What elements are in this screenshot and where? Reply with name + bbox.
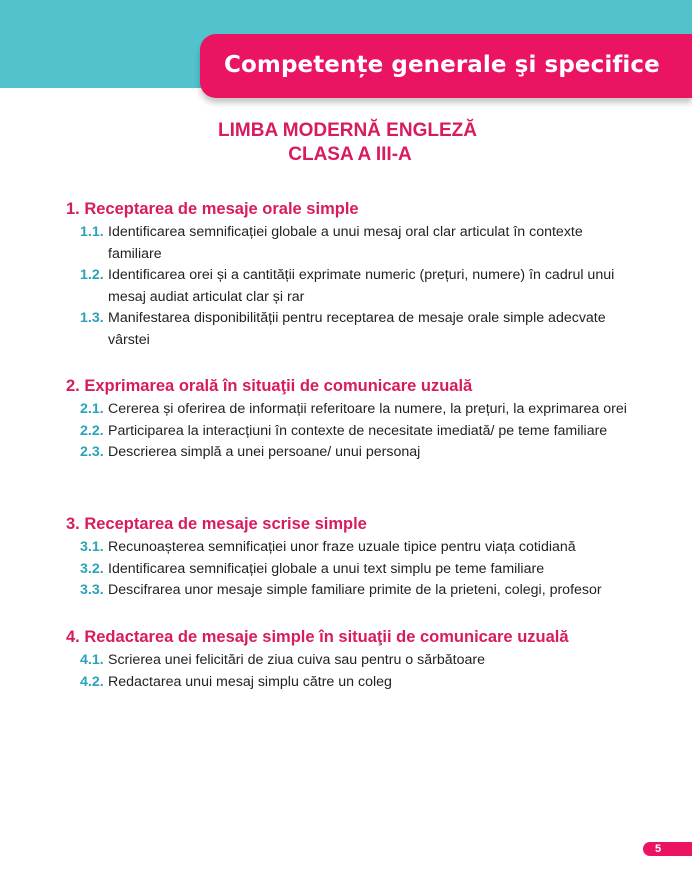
list-item (66, 265, 628, 308)
item-text: Participarea la interacțiuni în contexte de necesitate imediată/ pe teme familiare (108, 422, 608, 439)
item-text: Scrierea unei felicitări de ziua cuiva sau pentru o sărbătoare (108, 652, 485, 668)
list-item (66, 580, 628, 602)
item-text: Cererea și oferirea de informații referitoare la numere, la prețuri, la exprimarea orei (108, 401, 627, 417)
banner-title-box (200, 34, 692, 98)
item-text: Identificarea semnificației globale a unui mesaj oral clar articulat în contexte familiare (108, 224, 583, 262)
document-heading (0, 119, 692, 167)
competence-section-4 (66, 626, 666, 693)
list-item (66, 672, 628, 694)
list-item (66, 442, 628, 464)
page-number: 5 (655, 843, 662, 855)
item-number: 4.2. (80, 673, 104, 690)
page-number-badge (643, 842, 692, 856)
section-title: 4. Redactarea de mesaje simple în situaţii de comunicare uzuală (66, 628, 569, 646)
item-number: 3.3. (80, 582, 104, 598)
subject-title: LIMBA MODERNĂ ENGLEZĂ (218, 120, 477, 141)
item-text: Descrierea simplă a unei persoane/ unui personaj (108, 444, 421, 460)
item-text: Identificarea orei și a cantității exprimate numeric (prețuri, numere) în cadrul unui mesaj audiat articulat clar și rar (108, 267, 615, 305)
competence-section-3 (66, 513, 666, 602)
list-item (66, 421, 628, 443)
competence-section-2 (66, 375, 666, 464)
item-number: 2.3. (80, 444, 104, 460)
item-number: 2.1. (80, 401, 104, 417)
list-item (66, 399, 628, 421)
item-text: Redactarea unui mesaj simplu către un coleg (108, 673, 392, 690)
section-title: 3. Receptarea de mesaje scrise simple (66, 515, 367, 533)
list-item (66, 537, 628, 559)
item-number: 3.2. (80, 560, 104, 577)
item-text: Recunoașterea semnificației unor fraze uzuale tipice pentru viața cotidiană (108, 539, 576, 555)
item-number: 2.2. (80, 422, 104, 439)
item-number: 3.1. (80, 539, 104, 555)
list-item (66, 308, 628, 351)
list-item (66, 222, 628, 265)
section-title: 1. Receptarea de mesaje orale simple (66, 200, 359, 218)
item-number: 1.1. (80, 224, 104, 240)
section-title: 2. Exprimarea orală în situaţii de comunicare uzuală (66, 377, 473, 395)
banner-title: Competențe generale şi specifice (224, 52, 660, 78)
item-number: 1.2. (80, 267, 104, 283)
item-text: Identificarea semnificației globale a unui text simplu pe teme familiare (108, 560, 545, 577)
list-item (66, 650, 628, 672)
item-text: Manifestarea disponibilității pentru receptarea de mesaje orale simple adecvate vârstei (108, 310, 606, 348)
item-text: Descifrarea unor mesaje simple familiare primite de la prieteni, colegi, profesor (108, 582, 602, 598)
item-number: 4.1. (80, 652, 104, 668)
competence-section-1 (66, 198, 666, 351)
class-title: CLASA A III-A (288, 144, 412, 165)
item-number: 1.3. (80, 310, 104, 326)
list-item (66, 559, 628, 581)
